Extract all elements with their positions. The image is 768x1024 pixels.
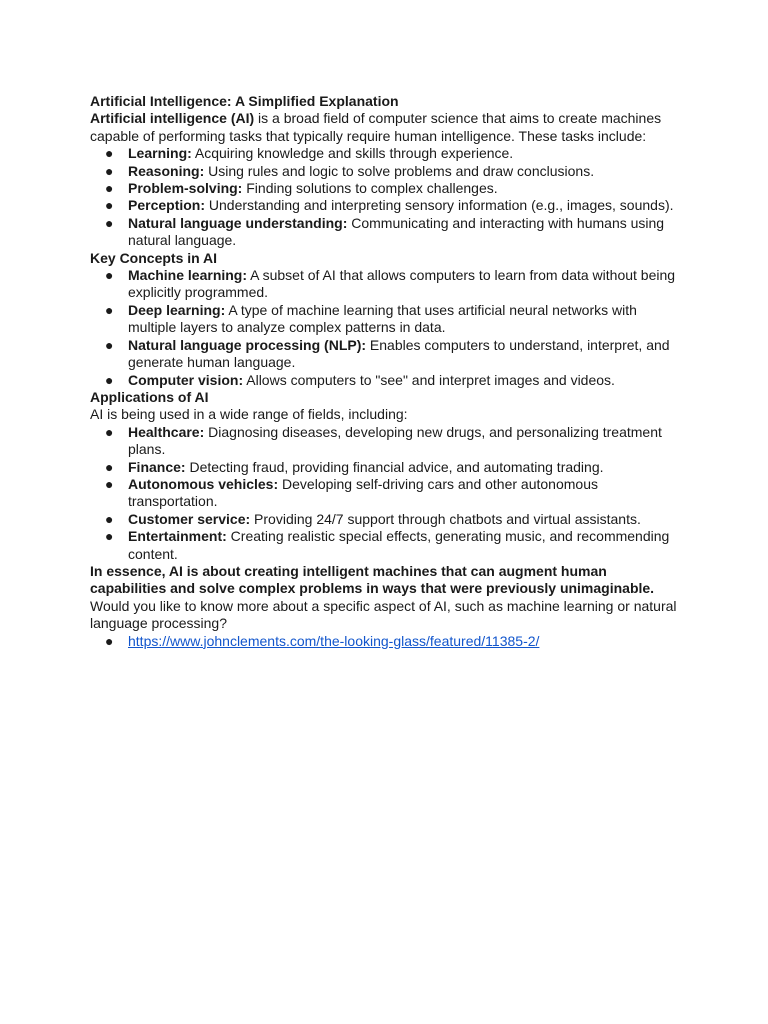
list-item-desc: Acquiring knowledge and skills through experience. bbox=[191, 145, 514, 162]
bullet-icon: ● bbox=[105, 180, 114, 197]
bullet-icon: ● bbox=[105, 371, 114, 388]
list-item-term: Entertainment: bbox=[128, 528, 227, 545]
list-item-desc: A type of machine learning that uses artificial neural networks with multiple layers to analyze complex patterns in data. bbox=[128, 301, 637, 336]
bullet-icon: ● bbox=[105, 145, 114, 162]
bullet-icon: ● bbox=[105, 423, 114, 440]
list-item bbox=[90, 302, 680, 337]
bullet-icon: ● bbox=[105, 336, 114, 353]
list-item bbox=[90, 163, 680, 180]
bullet-icon: ● bbox=[105, 458, 114, 475]
list-item-desc: A subset of AI that allows computers to learn from data without being explicitly programmed. bbox=[128, 267, 676, 301]
summary-statement: In essence, AI is about creating intelligent machines that can augment human capabilities and solve complex problems in ways that were previously unimaginable. bbox=[90, 562, 655, 597]
list-item bbox=[90, 476, 680, 511]
list-item-desc: Diagnosing diseases, developing new drugs, and personalizing treatment plans. bbox=[128, 423, 662, 458]
list-item bbox=[90, 197, 680, 214]
bullet-icon: ● bbox=[105, 632, 114, 649]
list-item bbox=[90, 511, 680, 528]
list-item bbox=[90, 180, 680, 197]
bullet-icon: ● bbox=[105, 267, 114, 284]
section-heading-key-concepts: Key Concepts in AI bbox=[90, 249, 218, 266]
list-item bbox=[90, 459, 680, 476]
list-item bbox=[90, 424, 680, 459]
list-item-term: Finance: bbox=[128, 458, 186, 475]
list-item bbox=[90, 372, 680, 389]
list-item-desc: Finding solutions to complex challenges. bbox=[242, 180, 498, 197]
list-item-desc: Developing self-driving cars and other autonomous transportation. bbox=[128, 475, 598, 510]
bullet-icon: ● bbox=[105, 197, 114, 214]
list-item-desc: Understanding and interpreting sensory information (e.g., images, sounds). bbox=[205, 197, 674, 214]
intro-text: is a broad field of computer science that aims to create machines capable of performing tasks that typically require human intelligence. These tasks include: bbox=[90, 110, 662, 144]
bullet-icon: ● bbox=[105, 214, 114, 231]
list-item bbox=[90, 337, 680, 372]
tasks-list bbox=[90, 145, 680, 249]
list-item bbox=[90, 528, 680, 563]
bullet-icon: ● bbox=[105, 510, 114, 527]
list-item-term: Computer vision: bbox=[128, 371, 244, 388]
list-item-desc: Communicating and interacting with humans using natural language. bbox=[128, 214, 665, 249]
intro-paragraph bbox=[90, 110, 680, 145]
list-item-desc: Enables computers to understand, interpret, and generate human language. bbox=[128, 336, 670, 371]
list-item bbox=[90, 145, 680, 162]
intro-term: Artificial intelligence (AI) bbox=[90, 110, 255, 127]
list-item-term: Healthcare: bbox=[128, 423, 205, 440]
applications-intro: AI is being used in a wide range of fields, including: bbox=[90, 406, 408, 423]
bullet-icon: ● bbox=[105, 475, 114, 492]
list-item bbox=[90, 633, 680, 650]
list-item bbox=[90, 267, 680, 302]
list-item-term: Customer service: bbox=[128, 510, 251, 527]
document-title: Artificial Intelligence: A Simplified Explanation bbox=[90, 93, 399, 109]
link-list bbox=[90, 633, 680, 650]
list-item-term: Autonomous vehicles: bbox=[128, 475, 279, 492]
list-item-desc: Detecting fraud, providing financial advice, and automating trading. bbox=[185, 458, 604, 475]
list-item-term: Natural language processing (NLP): bbox=[128, 336, 367, 353]
list-item-term: Deep learning: bbox=[128, 301, 226, 318]
source-link[interactable]: https://www.johnclements.com/the-looking-glass/featured/11385-2/ bbox=[128, 632, 540, 649]
concepts-list bbox=[90, 267, 680, 389]
list-item bbox=[90, 215, 680, 250]
list-item-term: Problem-solving: bbox=[128, 180, 243, 197]
list-item-desc: Providing 24/7 support through chatbots and virtual assistants. bbox=[250, 510, 641, 527]
applications-list bbox=[90, 424, 680, 563]
document-body bbox=[90, 93, 680, 650]
list-item-desc: Allows computers to "see" and interpret images and videos. bbox=[243, 371, 615, 388]
bullet-icon: ● bbox=[105, 162, 114, 179]
list-item-term: Natural language understanding: bbox=[128, 214, 348, 231]
list-item-desc: Using rules and logic to solve problems and draw conclusions. bbox=[204, 162, 595, 179]
list-item-term: Machine learning: bbox=[128, 267, 248, 284]
section-heading-applications: Applications of AI bbox=[90, 388, 209, 405]
bullet-icon: ● bbox=[105, 528, 114, 545]
list-item-term: Reasoning: bbox=[128, 162, 205, 179]
follow-up-question: Would you like to know more about a specific aspect of AI, such as machine learning or natural language processing? bbox=[90, 597, 677, 632]
list-item-desc: Creating realistic special effects, generating music, and recommending content. bbox=[128, 528, 670, 562]
bullet-icon: ● bbox=[105, 301, 114, 318]
list-item-term: Learning: bbox=[128, 145, 192, 162]
list-item-term: Perception: bbox=[128, 197, 206, 214]
